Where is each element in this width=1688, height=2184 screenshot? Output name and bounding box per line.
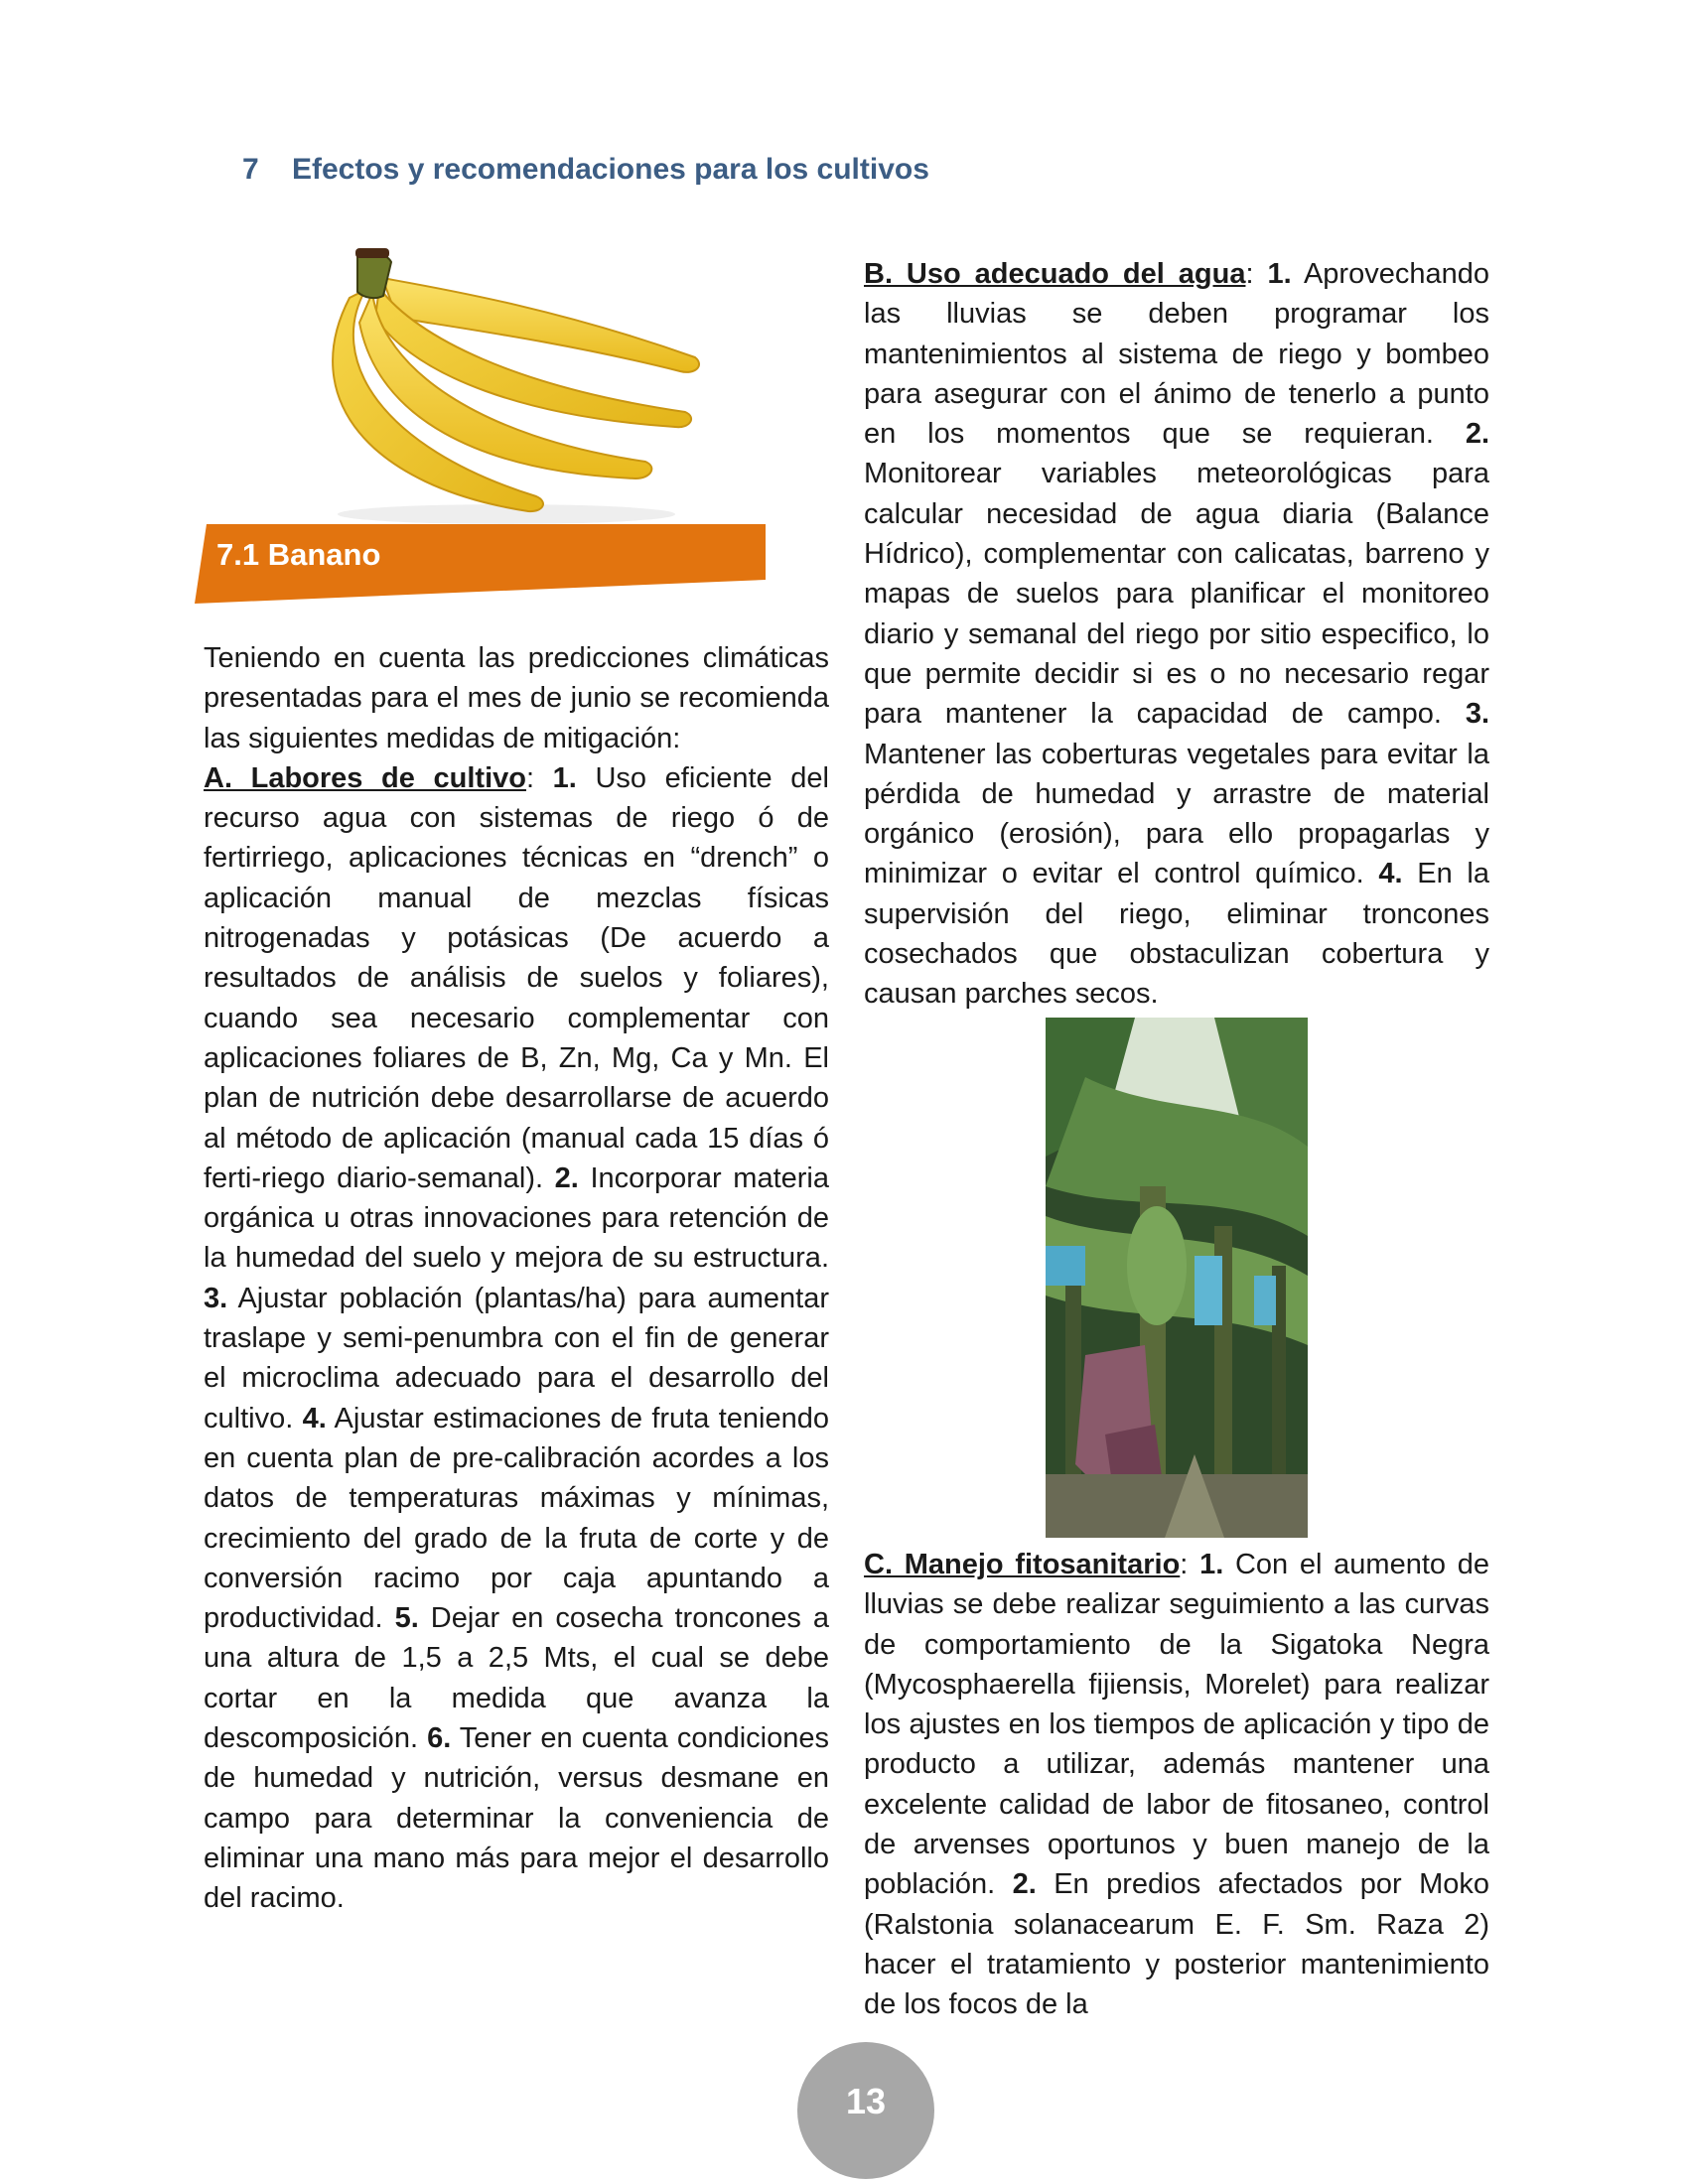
page-number: 13 (845, 2081, 887, 2121)
banana-bunch-image (288, 248, 725, 526)
agua-item-3: Mantener las coberturas vegetales para evitar la pérdida de humedad y arrastre de material orgánico (erosión), para ello propagarlas y minimizar o evitar el control químico. (864, 738, 1489, 890)
plantation-photo (1046, 1018, 1308, 1538)
agua-item-2: Monitorear variables meteorológicas para calcular necesidad de agua diaria (Balance Hídrico), complementar con calicatas, barreno y mapas de suelos para planificar el monitoreo diario y semanal del riego por sitio especifico, lo que permite decidir si es o no necesario regar para mantener la capacidad de campo. (864, 458, 1489, 731)
item-number: 2. (1012, 1868, 1037, 1901)
labores-item-6: Tener en cuenta condiciones de humedad y nutrición, versus desmane en campo para determinar la conveniencia de eliminar una mano más para mejor el desarrollo del racimo. (204, 1722, 829, 1915)
item-number: 2. (554, 1161, 579, 1194)
item-number: 3. (1465, 698, 1489, 731)
right-column-text-top (864, 254, 1489, 1015)
item-number: 5. (394, 1602, 419, 1635)
agua-item-1: Aprovechando las lluvias se deben programar los mantenimientos al sistema de riego y bombeo para asegurar con el ánimo de tenerlo a punto en los momentos que se requieran. (864, 258, 1489, 451)
fitosanitario-item-1: Con el aumento de lluvias se debe realizar seguimiento a las curvas de comportamiento de la Sigatoka Negra (Mycosphaerella fijiensis, Morelet) para realizar los ajustes en los tiempos de aplicación y tipo de producto a utilizar, además mantener una excelente calidad de labor de fitosaneo, control de arvenses oportunos y buen manejo de la población. (864, 1549, 1489, 1901)
fitosanitario-title: C. Manejo fitosanitario (864, 1549, 1181, 1580)
labores-paragraph: A. Labores de cultivo: 1. Uso eficiente del recurso agua con sistemas de riego ó de fertirriego, aplicaciones técnicas en “drench” o aplicación manual de mezclas físicas nitrogenadas y potásicas (De acuerdo a resultados de análisis de suelos y foliares), cuando sea necesario complementar con aplicaciones foliares de B, Zn, Mg, Ca y Mn. El plan de nutrición debe desarrollarse de acuerdo al método de aplicación (manual cada 15 días ó ferti-riego diario-semanal). 2. Incorporar materia orgánica u otras innovaciones para retención de la humedad del suelo y mejora de su estructura. 3. Ajustar población (plantas/ha) para aumentar traslape y semi-penumbra con el fin de generar el microclima adecuado para el desarrollo del cultivo. 4. Ajustar estimaciones de fruta teniendo en cuenta plan de pre-calibración acordes a los datos de temperaturas máximas y mínimas, crecimiento del grado de la fruta de corte y de conversión racimo por caja apuntando a productividad. 5. Dejar en cosecha troncones a una altura de 1,5 a 2,5 Mts, el cual se debe cortar en la medida que avanza la descomposición. 6. Tener en cuenta condiciones de humedad y nutrición, versus desmane en campo para determinar la conveniencia de eliminar una mano más para mejor el desarrollo del racimo. (204, 761, 829, 1915)
labores-item-3: Ajustar población (plantas/ha) para aumentar traslape y semi-penumbra con el fin de generar el microclima adecuado para el desarrollo del cultivo. (204, 1282, 829, 1434)
item-number: 4. (1378, 858, 1403, 890)
item-number: 2. (1465, 418, 1489, 451)
intro-paragraph: Teniendo en cuenta las predicciones climáticas presentadas para el mes de junio se recomienda las siguientes medidas de mitigación: (204, 642, 829, 754)
left-column-text (204, 638, 829, 1919)
item-number: 4. (302, 1402, 327, 1434)
fitosanitario-item-2: En predios afectados por Moko (Ralstonia solanacearum E. F. Sm. Raza 2) hacer el tratamiento y posterior mantenimiento de los focos de la (864, 1868, 1489, 2021)
subsection-title: 7.1 Banano (216, 537, 381, 572)
section-title: Efectos y recomendaciones para los cultivos (292, 153, 929, 186)
labores-item-4: Ajustar estimaciones de fruta teniendo en cuenta plan de pre-calibración acordes a los datos de temperaturas máximas y mínimas, crecimiento del grado de la fruta de corte y de conversión racimo por caja apuntando a productividad. (204, 1402, 829, 1635)
agua-title: B. Uso adecuado del agua (864, 258, 1246, 290)
labores-item-5: Dejar en cosecha troncones a una altura de 1,5 a 2,5 Mts, el cual se debe cortar en la medida que avanza la descomposición. (204, 1602, 829, 1755)
fitosanitario-paragraph: C. Manejo fitosanitario: 1. Con el aumento de lluvias se debe realizar seguimiento a las curvas de comportamiento de la Sigatoka Negra (Mycosphaerella fijiensis, Morelet) para realizar los ajustes en los tiempos de aplicación y tipo de producto a utilizar, además mantener una excelente calidad de labor de fitosaneo, control de arvenses oportunos y buen manejo de la población. 2. En predios afectados por Moko (Ralstonia solanacearum E. F. Sm. Raza 2) hacer el tratamiento y posterior mantenimiento de los focos de la (864, 1549, 1489, 2021)
item-number: 1. (552, 761, 577, 794)
item-number: 3. (204, 1282, 228, 1314)
item-number: 6. (427, 1722, 452, 1755)
labores-item-1: Uso eficiente del recurso agua con sistemas de riego ó de fertirriego, aplicaciones técnicas en “drench” o aplicación manual de mezclas físicas nitrogenadas y potásicas (De acuerdo a resultados de análisis de suelos y foliares), cuando sea necesario complementar con aplicaciones foliares de B, Zn, Mg, Ca y Mn. El plan de nutrición debe desarrollarse de acuerdo al método de aplicación (manual cada 15 días ó ferti-riego diario-semanal). (204, 761, 829, 1194)
item-number: 1. (1267, 258, 1292, 290)
item-number: 1. (1199, 1549, 1224, 1580)
section-heading (242, 153, 929, 187)
right-column-text-bottom (864, 1545, 1489, 2025)
section-number: 7 (242, 153, 259, 186)
agua-item-4: En la supervisión del riego, eliminar troncones cosechados que obstaculizan cobertura y causan parches secos. (864, 858, 1489, 1011)
labores-item-2: Incorporar materia orgánica u otras innovaciones para retención de la humedad del suelo y mejora de su estructura. (204, 1161, 829, 1275)
labores-title: A. Labores de cultivo (204, 761, 526, 794)
agua-paragraph: B. Uso adecuado del agua: 1. Aprovechando las lluvias se deben programar los mantenimientos al sistema de riego y bombeo para asegurar con el ánimo de tenerlo a punto en los momentos que se requieran. 2. Monitorear variables meteorológicas para calcular necesidad de agua diaria (Balance Hídrico), complementar con calicatas, barreno y mapas de suelos para planificar el monitoreo diario y semanal del riego por sitio especifico, lo que permite decidir si es o no necesario regar para mantener la capacidad de campo. 3. Mantener las coberturas vegetales para evitar la pérdida de humedad y arrastre de material orgánico (erosión), para ello propagarlas y minimizar o evitar el control químico. 4. En la supervisión del riego, eliminar troncones cosechados que obstaculizan cobertura y causan parches secos. (864, 258, 1489, 1011)
